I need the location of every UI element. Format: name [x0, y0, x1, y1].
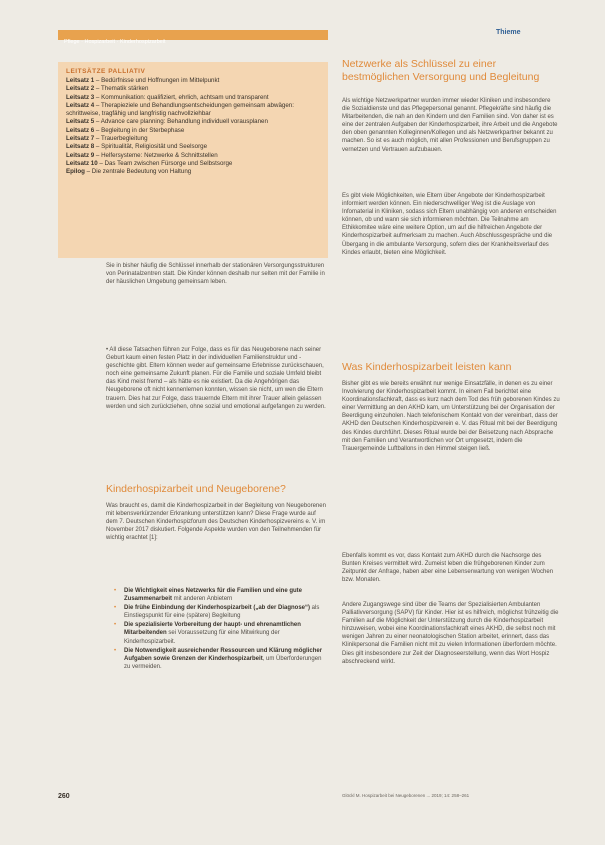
- bullet-item: [114, 604, 328, 620]
- left-paragraph-3: Was braucht es, damit die Kinderhospizarbeit in der Begleitung von Neugeborenen mit lebensverkürzender Erkrankung unterstützen kann? Diese Frage wurde auf dem 7. Deutschen Kinderhospizforum des Deutschen Kinderhospizvereins e. V. im November 2017 diskutiert. Folgende Aspekte wurden von den Teilnehmenden für wichtig erachtet [1]:: [106, 503, 326, 542]
- right-paragraph-4: Ebenfalls kommt es vor, dass Kontakt zum AKHD durch die Nachsorge des Bunten Kreises vermittelt wird. Zumeist leben die frühgeborenen Kinder zum Zeitpunkt der Anfrage, haben aber eine Lebenserwartung von wenigen Wochen bzw. Monaten.: [342, 553, 554, 584]
- leitsatz-label: Leitsatz 9: [66, 151, 95, 159]
- leitsatz-text: – Therapieziele und Behandlungsentscheidungen gemeinsam abwägen: schrittweise, tragfähig und langfristig nachvollziehbar: [66, 101, 294, 118]
- leitsatz-label: Leitsatz 5: [66, 118, 95, 126]
- bullet-item: [114, 587, 328, 603]
- leitsatz-label: Leitsatz 2: [66, 85, 95, 93]
- leitsatz-item: [66, 160, 320, 168]
- leitsatz-text: – Spiritualität, Religiosität und Seelsorge: [94, 143, 208, 151]
- right-paragraph-5: Andere Zugangswege sind über die Teams der Spezialisierten Ambulanten Palliativversorgung (SAPV) für Kinder. Hier ist es hilfreich, möglichst frühzeitig die Familien auf die Möglichkeit der Unterstützung durch die Kinderhospizarbeit hinzuweisen, wobei eine Koordinationsfachkraft eines AKHD, die selbst noch mit wenigen Jahren zu einer neonatologischen Station arbeitet, erinnert, dass das Klinikpersonal die Familien nicht mit zu vielen Informationen überfordern möchte. Dies gilt insbesondere zur Zeit der Diagnoseerstellung, wenn das Wort Hospiz abschreckend wirkt.: [342, 602, 559, 665]
- leitsatz-text: – Advance care planning: Behandlung individuell vorausplanen: [94, 118, 268, 126]
- publisher-logo: [496, 29, 521, 36]
- leitsatz-text: – Thematik stärken: [94, 85, 149, 93]
- section-heading-leisten: Was Kinderhospizarbeit leisten kann: [342, 361, 512, 373]
- leitsatz-label: Epilog: [66, 168, 85, 176]
- page-number: 260: [58, 793, 70, 800]
- bullet-item: [114, 621, 328, 645]
- leitsatz-label: Leitsatz 10: [66, 159, 98, 167]
- leitsatz-label: Leitsatz 8: [66, 143, 95, 151]
- bullet-item: [114, 647, 328, 671]
- leitsatz-list: [66, 77, 320, 177]
- leitsatz-text: – Bedürfnisse und Hoffnungen im Mittelpunkt: [94, 77, 220, 84]
- leitsatz-text: – Kommunikation: qualifiziert, ehrlich, achtsam und transparent: [94, 93, 269, 101]
- right-paragraph-1: Als wichtige Netzwerkpartner wurden immer wieder Kliniken und insbesondere die Sozialdienste und das Pflegepersonal genannt. Pflegekräfte sind häufig die Mitarbeitenden, die nah an den Kindern und den Familien sind. Von daher ist es eine der zentralen Aufgaben der Kinderhospizarbeit, ihre Arbeit und die Angebote den oben genannten Kolleginnen/Kollegen und als Netzwerkpartner bekannt zu machen. So ist es auch möglich, mit allen Professionen und Berufsgruppen zu vernetzen und Vertrauen aufzubauen.: [342, 98, 558, 153]
- leitsatz-text: – Das Team zwischen Fürsorge und Selbstsorge: [97, 159, 233, 167]
- section-label: Pflege · Hospizarbeit · Kinderhospizarbeit: [64, 39, 166, 45]
- leitsatz-text: – Trauerbegleitung: [94, 135, 148, 143]
- leitsatz-item: [66, 118, 320, 126]
- leitsaetze-infobox: [58, 62, 328, 258]
- bullet-text: als Einstiegspunkt für eine (spätere) Begleitung: [124, 605, 320, 620]
- right-paragraph-3: Bisher gibt es wie bereits erwähnt nur wenige Einsatzfälle, in denen es zu einer Involvierung der Kinderhospizarbeit kommt. In einem Fall berichtet eine Koordinationsfachkraft, dass es kurz nach dem Tod des früh geborenen Kindes zu einer Vermittlung an den AKHD kam, um Unterstützung bei der Organisation der Beerdigung einzuholen. Nach telefonischem Kontakt von der vereinbart, dass der AKHD den Deutschen Kinderhospizverein e. V. das Ritual mit bei der Beerdigung des Kindes durchführt. Dieses Ritual wurde bei der Beisetzung nach Absprache mit den Familien und Verantwortlichen vor Ort umgesetzt, indem die Trauergemeinde Luftballons in den Himmel steigen ließ.: [342, 381, 560, 452]
- left-paragraph-2: • All diese Tatsachen führen zur Folge, dass es für das Neugeborene nach seiner Geburt kaum einen festen Platz in der individuellen Familienstruktur und -geschichte gibt. Eltern können weder auf gemeinsame Erlebnisse zurückschauen, noch eine gemeinsame Zukunft planen. Für die Familie und soziale Umfeld bleibt das Kind meist fremd – als hätte es nie existiert. Da die Angehörigen das Neugeborene oft nicht kennenlernen konnten, wissen sie nicht, um wen die Eltern trauern. Dies hat zur Folge, dass trauernde Eltern mit ihrer Trauer allein gelassen werden und sich zurückziehen, ohne sozial und emotional aufgefangen zu werden.: [106, 347, 326, 410]
- footer-citation: Glöckl M. Hospizarbeit bei Neugeborenen ... 2019; 14: 258–261: [342, 793, 470, 798]
- leitsatz-text: – Helfersysteme: Netzwerke & Schnittstellen: [94, 151, 218, 159]
- section-heading-netzwerke: Netzwerke als Schlüssel zu einer bestmöglichen Versorgung und Begleitung: [342, 58, 540, 83]
- brand-text: Thieme: [496, 29, 521, 36]
- right-paragraph-2: Es gibt viele Möglichkeiten, wie Eltern über Angebote der Kinderhospizarbeit informiert werden können. Ein niederschwelliger Weg ist die Auslage von Infomaterial in Kliniken, sodass sich Eltern unabhängig von anderen entscheiden können, ob und wann sie sich informieren möchten. Die Teilnahme am Ethikkomitee wäre eine weitere Option, um auf die hilfreichen Angebote der Kinderhospizarbeit aufmerksam zu machen. Auch Abschlussgespräche und die Übergang in die ambulante Versorgung, sofern dies der Krankheitsverlauf des Kindes erlaubt, bieten eine Möglichkeit.: [342, 193, 557, 256]
- section-heading-kinderhospizarbeit: Kinderhospizarbeit und Neugeborene?: [106, 483, 286, 495]
- bullet-bold-text: Die frühe Einbindung der Kinderhospizarbeit („ab der Diagnose“): [124, 605, 311, 612]
- leitsatz-item: [66, 152, 320, 160]
- aspects-bullet-list: [114, 587, 328, 672]
- leitsatz-item: [66, 143, 320, 151]
- bullet-text: , um Überforderungen zu vermeiden.: [124, 655, 322, 670]
- leitsatz-item: [66, 85, 320, 93]
- bullet-text: mit anderen Anbietern: [172, 596, 233, 603]
- infobox-title: LEITSÄTZE PALLIATIV: [66, 68, 146, 75]
- bullet-bold-text: Die Wichtigkeit eines Netzwerks für die Familien und eine gute Zusammenarbeit: [124, 588, 302, 603]
- leitsatz-item: [66, 135, 320, 143]
- leitsatz-item: [66, 102, 320, 119]
- bullet-bold-text: Die Notwendigkeit ausreichender Ressourcen und Klärung möglicher Aufgaben sowie Grenzen der Kinderhospizarbeit: [124, 647, 323, 662]
- bullet-text: sei Voraussetzung für eine Mitwirkung der Kinderhospizarbeit.: [124, 630, 280, 645]
- leitsatz-item: [66, 77, 320, 85]
- leitsatz-label: Leitsatz 7: [66, 135, 95, 143]
- leitsatz-label: Leitsatz 1: [66, 77, 95, 84]
- leitsatz-text: – Die zentrale Bedeutung von Haltung: [84, 168, 192, 176]
- leitsatz-label: Leitsatz 6: [66, 126, 95, 134]
- leitsatz-item: [66, 168, 320, 176]
- leitsatz-item: [66, 94, 320, 102]
- leitsatz-label: Leitsatz 3: [66, 93, 95, 101]
- leitsatz-text: – Begleitung in der Sterbephase: [94, 126, 185, 134]
- leitsatz-label: Leitsatz 4: [66, 101, 95, 109]
- section-header-bar: [58, 30, 328, 45]
- leitsatz-item: [66, 127, 320, 135]
- bullet-bold-text: Die spezialisierte Vorbereitung der haupt- und ehrenamtlichen Mitarbeitenden: [124, 622, 301, 637]
- left-intro-paragraph: Sie in bisher häufig die Schlüssel innerhalb der stationären Versorgungsstrukturen von Perinatalzentren statt. Die Kinder können deshalb nur selten mit der Familie in der häuslichen Umgebung gemeinsam leben.: [106, 263, 325, 286]
